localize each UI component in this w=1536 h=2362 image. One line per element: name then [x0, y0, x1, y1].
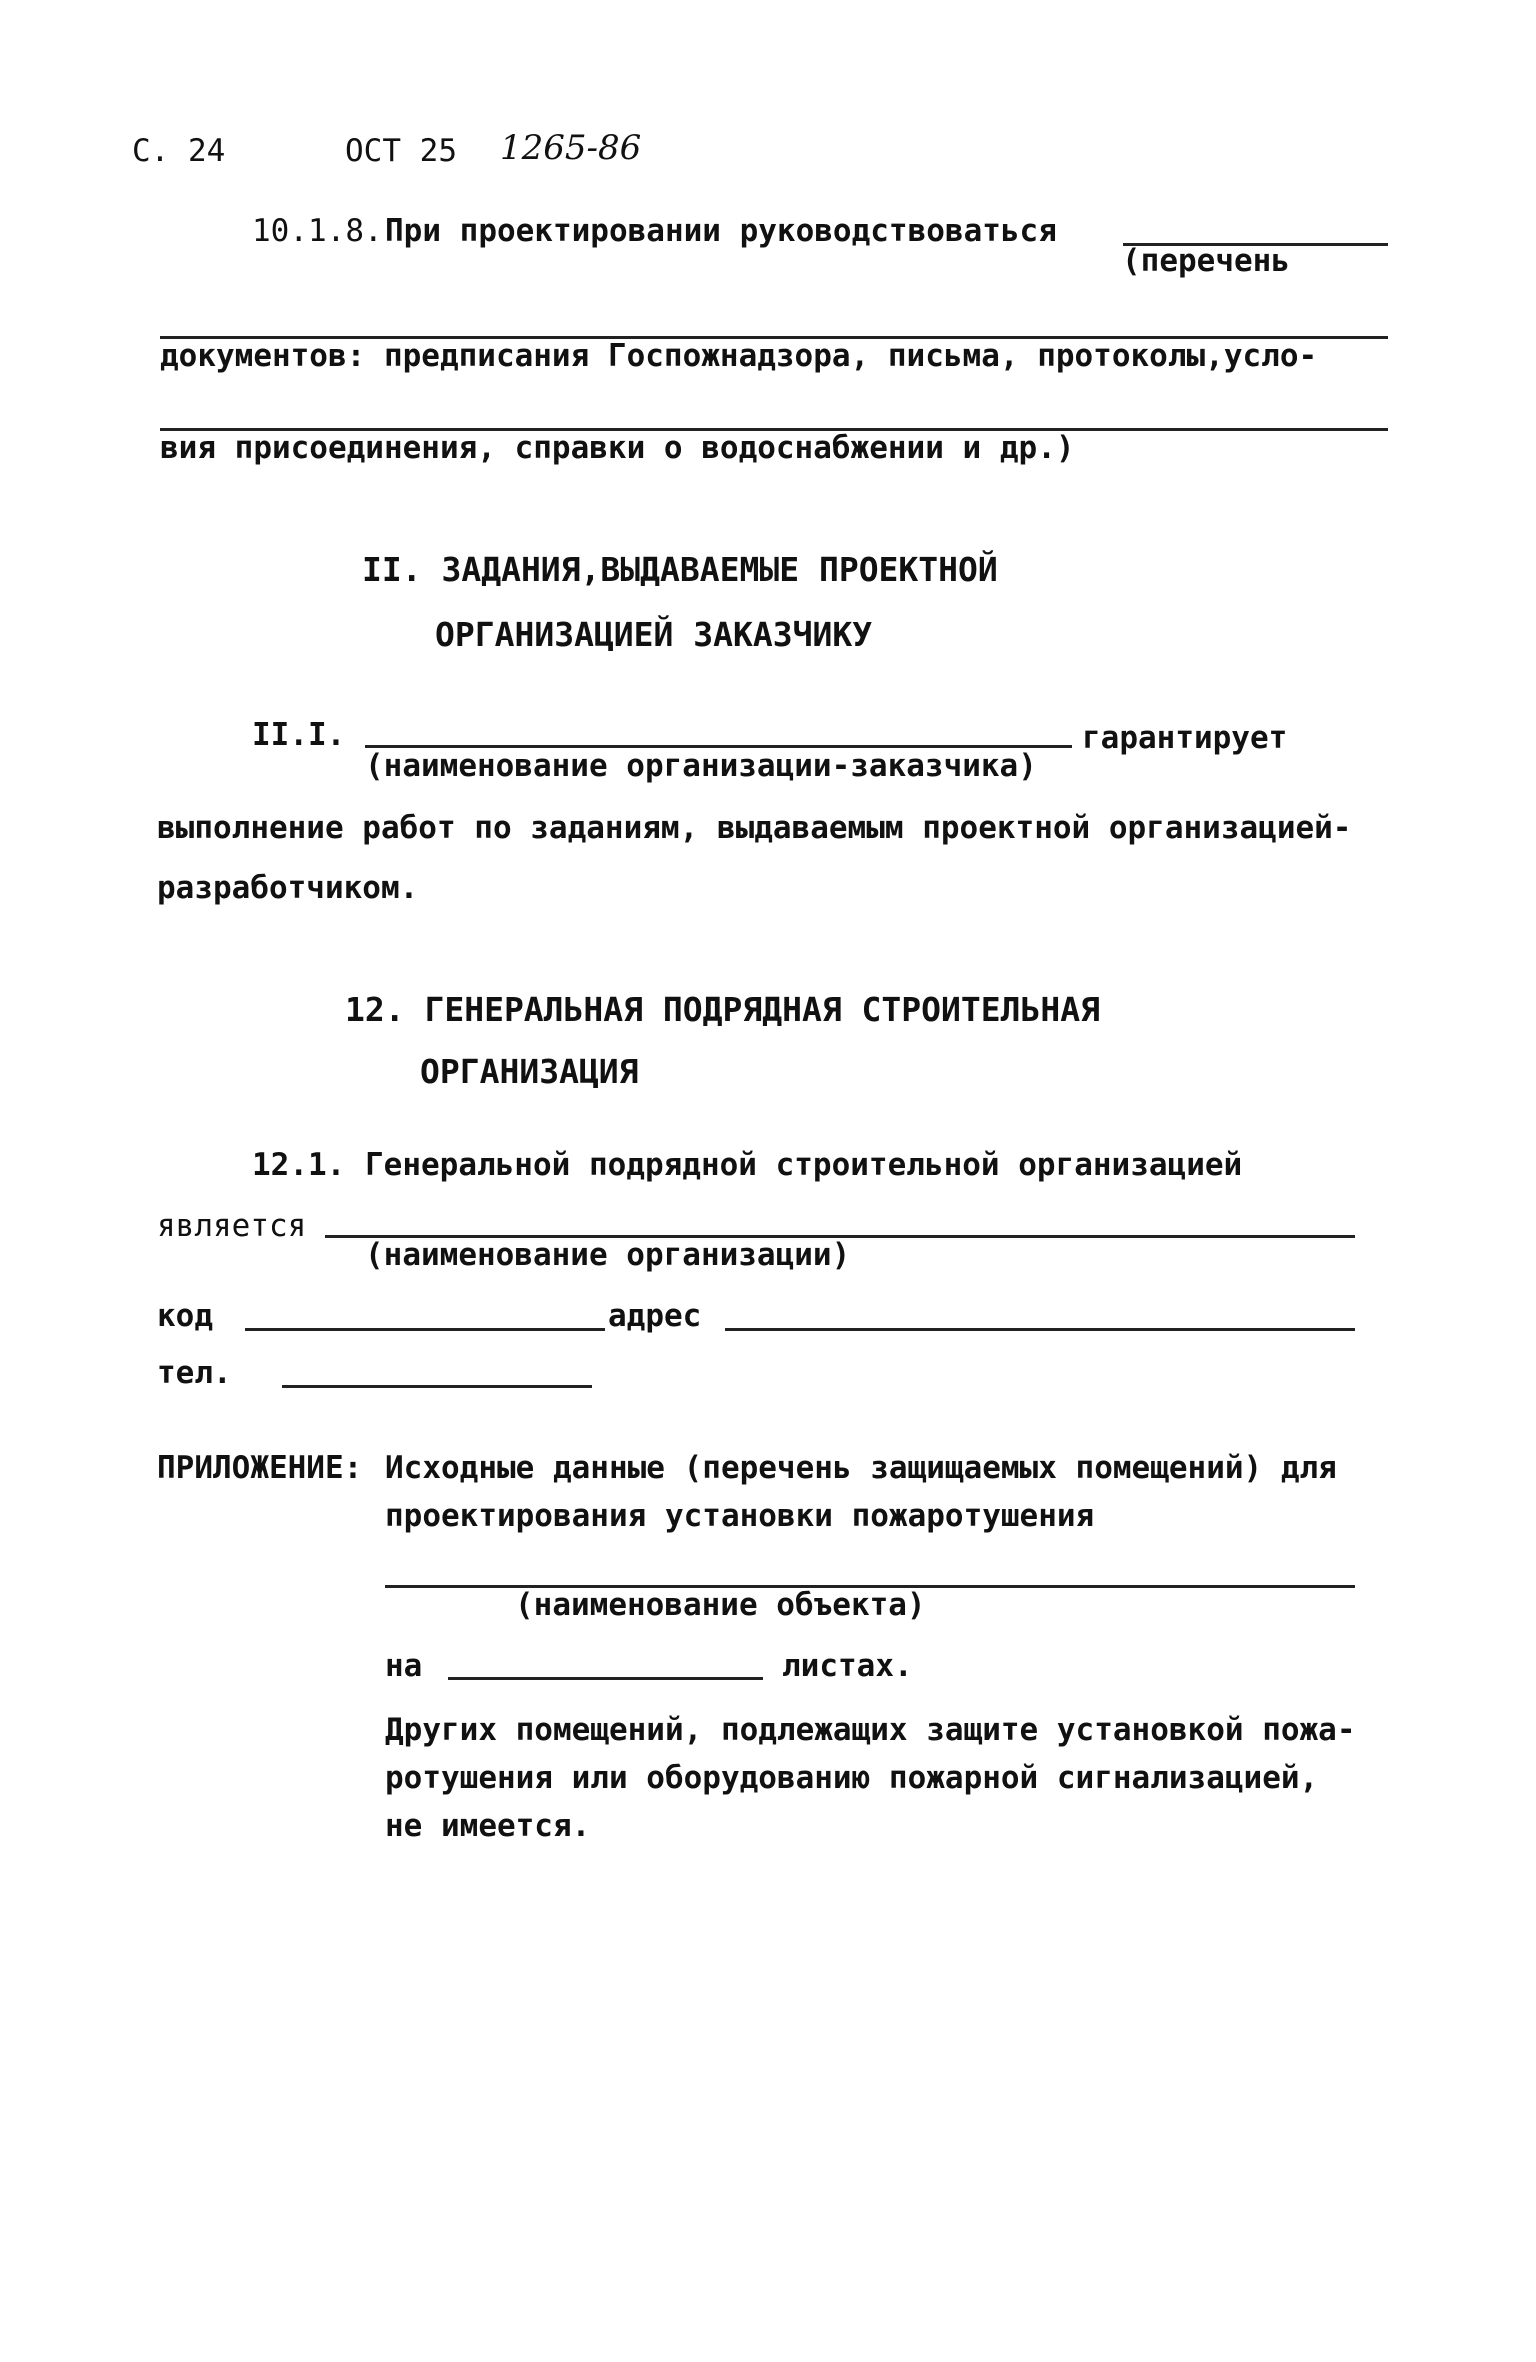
fill-line [282, 1385, 592, 1388]
clause-10-1-8-line3: вия присоединения, справки о водоснабжении и др.) [160, 430, 1075, 466]
appendix-note-line1: Других помещений, подлежащих защите установкой пожа- [385, 1712, 1356, 1748]
standard-number-handwritten: 1265-86 [500, 128, 642, 168]
clause-12-1-text: Генеральной подрядной строительной организацией [365, 1147, 1243, 1183]
appendix-note-line2: ротушения или оборудованию пожарной сигнализацией, [385, 1760, 1319, 1796]
section-11-title-line1: II. ЗАДАНИЯ,ВЫДАВАЕМЫЕ ПРОЕКТНОЙ [362, 550, 998, 589]
fill-line [725, 1328, 1355, 1331]
clause-10-1-8-hint: (перечень [1122, 243, 1290, 279]
clause-11-1-verb: гарантирует [1082, 720, 1288, 756]
section-12-title-line1: 12. ГЕНЕРАЛЬНАЯ ПОДРЯДНАЯ СТРОИТЕЛЬНАЯ [345, 990, 1100, 1029]
clause-12-1-number: 12.1. [252, 1147, 346, 1183]
on-label: на [385, 1648, 423, 1684]
sheets-label: листах. [782, 1648, 913, 1684]
page-number: С. 24 [132, 133, 226, 169]
code-label: код [157, 1298, 213, 1334]
appendix-line1: Исходные данные (перечень защищаемых помещений) для [385, 1450, 1337, 1486]
phone-label: тел. [157, 1355, 232, 1391]
clause-11-1-number: II.I. [252, 717, 346, 753]
is-label: является [157, 1208, 307, 1244]
clause-10-1-8-number: 10.1.8. [252, 213, 383, 249]
section-12-title-line2: ОРГАНИЗАЦИЯ [420, 1052, 639, 1091]
address-label: адрес [608, 1298, 702, 1334]
clause-11-1-hint: (наименование организации-заказчика) [365, 748, 1037, 784]
object-hint: (наименование объекта) [515, 1587, 926, 1623]
appendix-note-line3: не имеется. [385, 1808, 591, 1844]
appendix-line2: проектирования установки пожаротушения [385, 1498, 1095, 1534]
clause-10-1-8-line2: документов: предписания Госпожнадзора, письма, протоколы,усло- [160, 338, 1318, 374]
clause-10-1-8-text: При проектировании руководствоваться [385, 213, 1057, 249]
clause-11-1-line2: выполнение работ по заданиям, выдаваемым проектной организацией- [157, 810, 1352, 846]
section-11-title-line2: ОРГАНИЗАЦИЕЙ ЗАКАЗЧИКУ [435, 615, 873, 654]
fill-line [245, 1328, 605, 1331]
fill-line [448, 1677, 763, 1680]
standard-label: ОСТ 25 [345, 133, 457, 169]
appendix-label: ПРИЛОЖЕНИЕ: [157, 1450, 363, 1486]
clause-11-1-line3: разработчиком. [157, 870, 419, 906]
organization-hint: (наименование организации) [365, 1237, 851, 1273]
